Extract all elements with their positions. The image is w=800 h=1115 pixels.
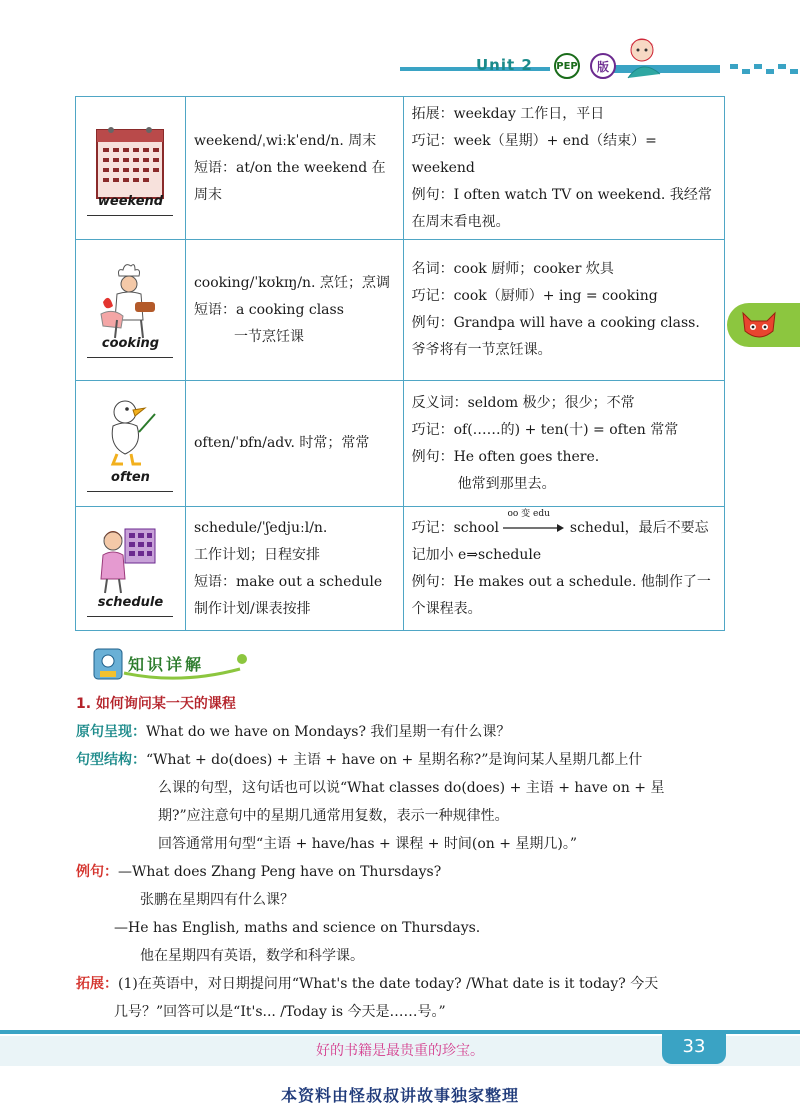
structure-label: 句型结构： <box>76 752 146 768</box>
picture-cell <box>76 97 186 240</box>
structure-line: 回答通常用句型“主语 + have/has + 课程 + 时间(on + 星期几)。” <box>158 836 578 852</box>
note-line: 例句：Grandpa will have a cooking class. 爷爷将有一节烹饪课。 <box>411 315 700 358</box>
structure-line: 么课的句型，这句话也可以说“What classes do(does) + 主语 + have on + 星 <box>158 780 665 796</box>
extend-line: 几号？”回答可以是“It's... /Today is 今天是……号。” <box>114 1004 446 1020</box>
girl-schedule-icon <box>87 519 173 619</box>
transform-arrow <box>503 508 565 535</box>
example-question-translation: 张鹏在星期四有什么课？ <box>140 892 294 908</box>
picture-cell <box>76 381 186 507</box>
calendar-icon <box>87 118 173 218</box>
edition-badge: 版 <box>590 53 616 79</box>
entry-cell <box>185 240 403 381</box>
note-line: 巧记：of(……的) + ten(十) = often 常常 <box>411 421 679 438</box>
footer-motto: 好的书籍是最贵重的珍宝。 <box>316 1043 484 1059</box>
word-entry: cooking/ˈkʊkɪŋ/n. 烹饪；烹调 <box>193 274 390 291</box>
phrase-translation: 一节烹饪课 <box>233 328 304 345</box>
picture-word: schedule <box>87 589 173 617</box>
picture-cell <box>76 240 186 381</box>
note-line: 反义词：seldom 极少；很少；不常 <box>411 394 635 411</box>
phrase-text: 短语：at/on the weekend 在周末 <box>193 159 386 203</box>
note-line: 名词：cook 厨师；cooker 炊具 <box>411 261 614 277</box>
memo-line <box>411 508 716 569</box>
entry-cell <box>185 381 403 507</box>
extend-line <box>76 970 726 998</box>
picture-word: weekend <box>87 188 173 216</box>
picture-word: cooking <box>87 330 173 358</box>
structure-text: “What + do(does) + 主语 + have on + 星期名称?”是询问某人星期几都上什 <box>146 752 643 768</box>
original-text: What do we have on Mondays? 我们星期一有什么课？ <box>146 724 511 740</box>
chef-icon <box>87 260 173 360</box>
arrow-right-icon <box>503 521 565 535</box>
page-header <box>0 0 800 90</box>
table-row <box>76 97 725 240</box>
original-label: 原句呈现： <box>76 724 146 740</box>
unit-label: Unit 2 <box>476 56 533 74</box>
section-title: 知识详解 <box>128 655 205 674</box>
phrase-text: 短语：make out a schedule 制作计划/课表按排 <box>193 573 383 617</box>
note-line: 例句：He often goes there. <box>411 448 600 465</box>
example-answer-translation: 他在星期四有英语，数学和科学课。 <box>140 948 364 964</box>
note-line: 巧记：week（星期）+ end（结束）= weekend <box>411 132 657 176</box>
notes-cell <box>403 507 724 631</box>
note-line: 拓展：weekday 工作日，平日 <box>411 105 605 122</box>
entry-cell <box>185 97 403 240</box>
memo-prefix: 巧记：school <box>411 519 499 536</box>
notes-cell <box>403 97 724 240</box>
memo-suffix: schedul，最后不要忘记加小 e⇒schedule <box>411 519 709 563</box>
picture-word: often <box>87 464 173 492</box>
mascot-girl-icon <box>620 34 668 80</box>
side-tab <box>727 303 800 347</box>
page-number: 33 <box>682 1036 706 1057</box>
example-label: 例句： <box>76 864 118 880</box>
structure-line <box>76 746 726 774</box>
notes-cell <box>403 240 724 381</box>
example-translation: 他常到那里去。 <box>457 475 556 492</box>
pep-badge: PEP <box>554 53 580 79</box>
picture-cell <box>76 507 186 631</box>
word-entry: schedule/ˈʃedjuːl/n. <box>193 519 328 536</box>
structure-line: 期?”应注意句中的星期几通常用复数，表示一种规律性。 <box>158 808 509 824</box>
fox-mascot-icon <box>739 307 779 343</box>
table-row <box>76 381 725 507</box>
vocab-table <box>75 96 725 631</box>
extend-label: 拓展： <box>76 976 118 992</box>
note-line: 巧记：cook（厨师）+ ing = cooking <box>411 288 658 304</box>
arrow-label: oo 变 edu <box>507 508 550 519</box>
note-line: 例句：I often watch TV on weekend. 我经常在周末看电视。 <box>411 186 712 230</box>
entry-cell <box>185 507 403 631</box>
phrase-text: 短语：a cooking class <box>193 301 344 318</box>
lesson-content <box>76 690 726 1026</box>
extend-text: (1)在英语中，对日期提问用“What's the date today? /What date is it today? 今天 <box>118 976 659 992</box>
example-line <box>76 858 726 886</box>
lesson-heading: 1. 如何询问某一天的课程 <box>76 696 236 712</box>
note-line: 例句：He makes out a schedule. 他制作了一个课程表。 <box>411 573 711 617</box>
meaning-text: 工作计划；日程安排 <box>193 546 320 563</box>
notes-cell <box>403 381 724 507</box>
table-row <box>76 240 725 381</box>
example-answer: —He has English, maths and science on Thursdays. <box>114 920 481 936</box>
example-question: —What does Zhang Peng have on Thursdays? <box>118 864 442 880</box>
duck-icon <box>87 394 173 494</box>
word-entry: weekend/ˌwiːkˈend/n. 周末 <box>193 132 377 149</box>
word-entry: often/ˈɒfn/adv. 时常；常常 <box>193 435 370 451</box>
original-sentence <box>76 718 726 746</box>
table-row <box>76 507 725 631</box>
credit-line: 本资料由怪叔叔讲故事独家整理 <box>280 1086 519 1105</box>
